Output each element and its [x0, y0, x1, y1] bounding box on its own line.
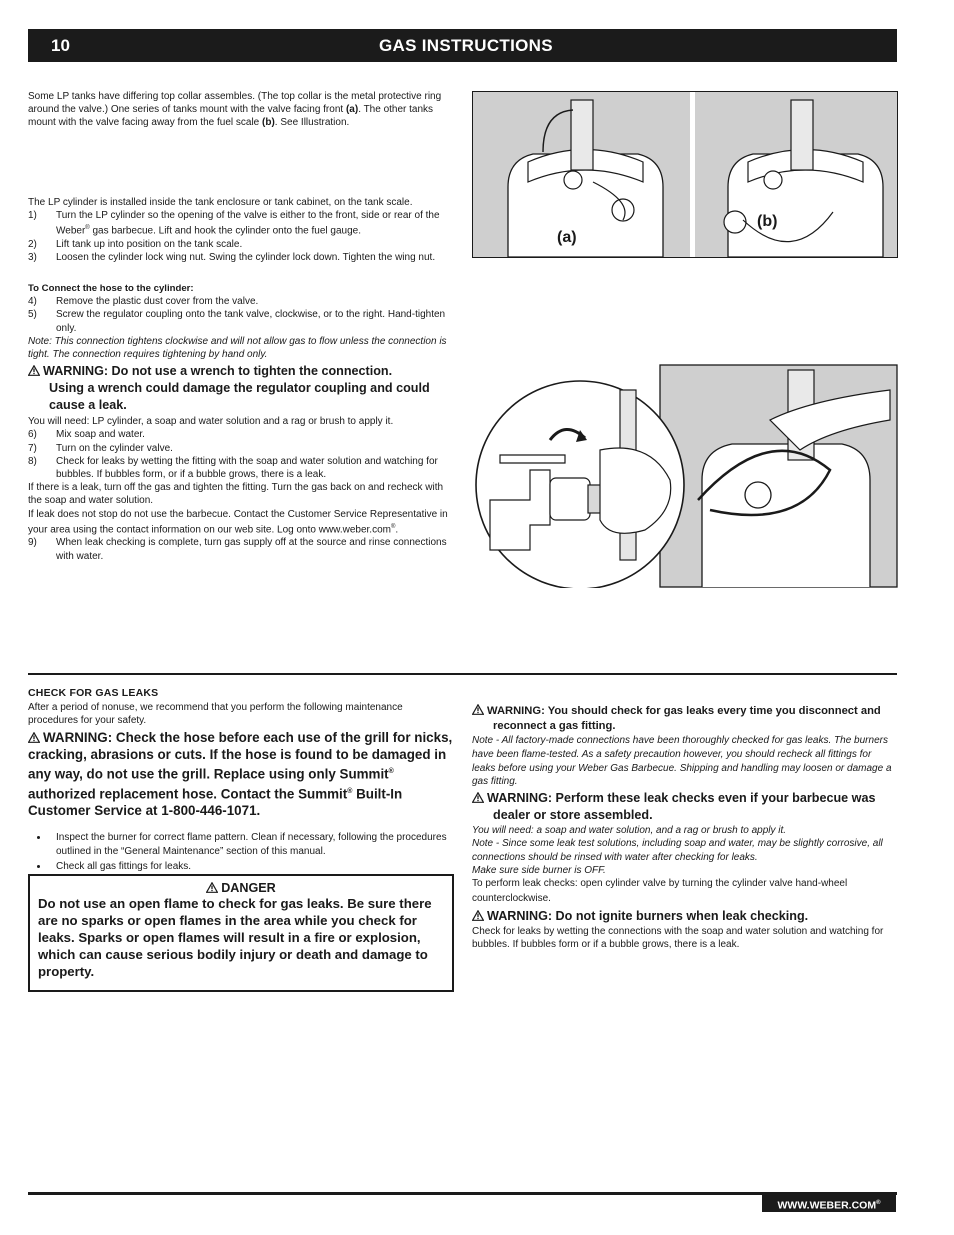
registered-mark: ® [85, 225, 90, 232]
footer-url: WWW.WEBER.COM [777, 1199, 877, 1212]
check-bullets [28, 831, 453, 873]
step-text: Turn the LP cylinder so the opening of the valve is either to the front, side or rear of the Weber [56, 210, 440, 237]
stop-text-part: If leak does not stop do not use the barbecue. Contact the Customer Service Representative in your area using the contact information on our web site. Log onto www.weber.com [28, 508, 448, 536]
danger-title-row [30, 881, 452, 895]
registered-mark: ® [876, 1200, 881, 1206]
connect-heading: To Connect the hose to the cylinder: [28, 283, 194, 294]
step-text: When leak checking is complete, turn gas supply off at the source and rinse connections with water. [56, 537, 447, 562]
step-text: gas barbecue. Lift and hook the cylinder onto the fuel gauge. [89, 225, 362, 237]
stop-text-part: . [395, 524, 399, 536]
footer-url-tag [762, 1194, 896, 1212]
intro-text-3: . See Illustration. [274, 117, 350, 129]
step-number: 1) [28, 210, 37, 222]
final-step [28, 536, 453, 562]
list-item [28, 536, 453, 562]
step-text: Screw the regulator coupling onto the tank valve, clockwise, or to the right. Hand-tighten only. [56, 309, 446, 334]
intro-paragraph [28, 90, 453, 130]
side-burner-note: Make sure side burner is OFF. [472, 864, 606, 876]
danger-text: Do not use an open flame to check for gas leaks. Be sure there are no sparks or open flames in the area while you check for leaks. Sparks or open flames will result in a fire or explosion, which can cause serious bodily injury or death and damage to property. [38, 896, 432, 979]
step-number: 6) [28, 429, 37, 441]
stop-text [28, 508, 453, 537]
warning-icon [472, 910, 484, 921]
install-text: The LP cylinder is installed inside the tank enclosure or tank cabinet, on the tank scale. [28, 197, 413, 208]
warning-icon [28, 365, 40, 376]
install-steps [28, 209, 453, 264]
step-number: 9) [28, 537, 37, 549]
step-text: Remove the plastic dust cover from the valve. [56, 296, 259, 308]
registered-mark: ® [347, 787, 353, 795]
page-title: GAS INSTRUCTIONS [379, 36, 553, 55]
step-number: 2) [28, 238, 37, 250]
header-bar [28, 29, 897, 62]
leak-text: If there is a leak, turn off the gas and tighten the fitting. Turn the gas back on and recheck with the soap and water solution. [28, 482, 444, 507]
right-need: You will need: a soap and water solution, and a rag or brush to apply it. [472, 825, 787, 837]
step-number: 5) [28, 309, 37, 321]
warning-text: WARNING: Check the hose before each use of the grill for nicks, cracking, abrasions or cuts. If the hose is found to be damaged in any way, do not use the grill. Replace using only Summit [28, 730, 453, 782]
warning-text: WARNING: Do not use a wrench to tighten the connection. [43, 364, 393, 379]
step-number: 8) [28, 455, 37, 467]
check-heading: CHECK FOR GAS LEAKS [28, 687, 159, 699]
list-item: • Check all gas fittings for leaks. [49, 860, 453, 873]
list-item [28, 238, 453, 251]
check-intro: After a period of nonuse, we recommend that you perform the following maintenance procedures for your safety. [28, 702, 403, 727]
warning-icon [206, 882, 218, 893]
connect-illustration [470, 360, 898, 588]
leak-steps [28, 428, 453, 481]
step-number: 4) [28, 296, 37, 308]
list-item [28, 251, 453, 264]
list-item [28, 455, 453, 481]
warning-text: WARNING: Perform these leak checks even if your barbecue was dealer or store assembled. [487, 791, 876, 823]
warning-icon [472, 704, 484, 715]
final-text: Check for leaks by wetting the connections with the soap and water solution and watching for bubbles. If bubbles form or if a bubble grows, there is a leak. [472, 926, 884, 951]
registered-mark: ® [390, 523, 396, 530]
step-text: Loosen the cylinder lock wing nut. Swing the cylinder lock down. Tighten the wing nut. [56, 252, 436, 264]
install-section [28, 196, 453, 264]
figure-label-b: (b) [757, 213, 778, 230]
factory-note: Note - All factory-made connections have been thoroughly checked for gas leaks. The burners have been flame-tested. As a safety precaution however, you should recheck all fittings for leaks before using your Weber Gas Barbecue. Shipping and handling may loosen or damage a gas fitting. [472, 735, 892, 788]
connect-steps [28, 295, 453, 335]
danger-title: DANGER [221, 881, 276, 895]
rinse-note: Note - Since some leak test solutions, including soap and water, may be slightly corrosive, all connections should be rinsed with water after checking for leaks. [472, 838, 883, 863]
intro-label-a: (a) [345, 104, 359, 116]
step-number: 3) [28, 252, 37, 264]
tank-collar-illustration [473, 92, 897, 257]
step-text: Turn on the cylinder valve. [56, 442, 173, 454]
warning-icon [28, 732, 40, 743]
step-text: Mix soap and water. [56, 429, 145, 441]
step-number: 7) [28, 442, 37, 454]
figure-label-a: (a) [557, 229, 577, 246]
registered-mark: ® [388, 768, 394, 776]
warning-text: Using a wrench could damage the regulator coupling and could cause a leak. [49, 381, 430, 413]
warning-text: WARNING: Do not ignite burners when leak checking. [487, 909, 809, 923]
step-text: Lift tank up into position on the tank scale. [56, 238, 243, 250]
danger-box [28, 874, 454, 992]
list-item [28, 308, 453, 334]
warning-text: authorized replacement hose. Contact the Summit [28, 786, 348, 802]
right-column [472, 704, 897, 951]
list-item [28, 442, 453, 455]
warning-icon [472, 792, 484, 803]
perform-warning [472, 790, 897, 824]
connect-figure [470, 360, 898, 588]
intro-text-1: Some LP tanks have differing top collar assembles. (The top collar is the metal protective ring around the valve.) One series of tanks mount with the valve facing front [28, 91, 442, 116]
page-number: 10 [51, 36, 70, 55]
list-item [28, 295, 453, 308]
list-item: • Inspect the burner for correct flame pattern. Clean if necessary, following the procedures outlined in the “General Maintenance” section of this manual. [49, 831, 453, 857]
connect-section [28, 282, 453, 563]
perform-text: To perform leak checks: open cylinder valve by turning the cylinder valve hand-wheel counterclockwise. [472, 878, 848, 904]
intro-text-2: . The other tanks mount with the valve facing away from the fuel scale [28, 104, 434, 129]
list-item [28, 209, 453, 238]
tank-collar-figure [472, 91, 898, 258]
every-time-warning [472, 704, 897, 734]
connect-note: Note: This connection tightens clockwise and will not allow gas to flow unless the connection is tight. The connection requires tightening by hand only. [28, 335, 447, 361]
warning-text: Built-In Customer Service at 1-800-446-1071. [28, 786, 403, 819]
warning-text: WARNING: You should check for gas leaks every time you disconnect and reconnect a gas fitting. [487, 705, 881, 732]
intro-label-b: (b) [262, 117, 275, 129]
list-item [28, 428, 453, 441]
section-divider [28, 673, 897, 675]
step-text: Check for leaks by wetting the fitting with the soap and water solution and watching for bubbles. If bubbles form, or if a bubble grows, there is a leak. [56, 455, 438, 481]
wrench-warning [28, 363, 453, 414]
hose-warning [28, 729, 453, 819]
ignite-warning [472, 908, 897, 925]
need-text: You will need: LP cylinder, a soap and water solution and a rag or brush to apply it. [28, 416, 394, 428]
check-leaks-section [28, 687, 453, 873]
